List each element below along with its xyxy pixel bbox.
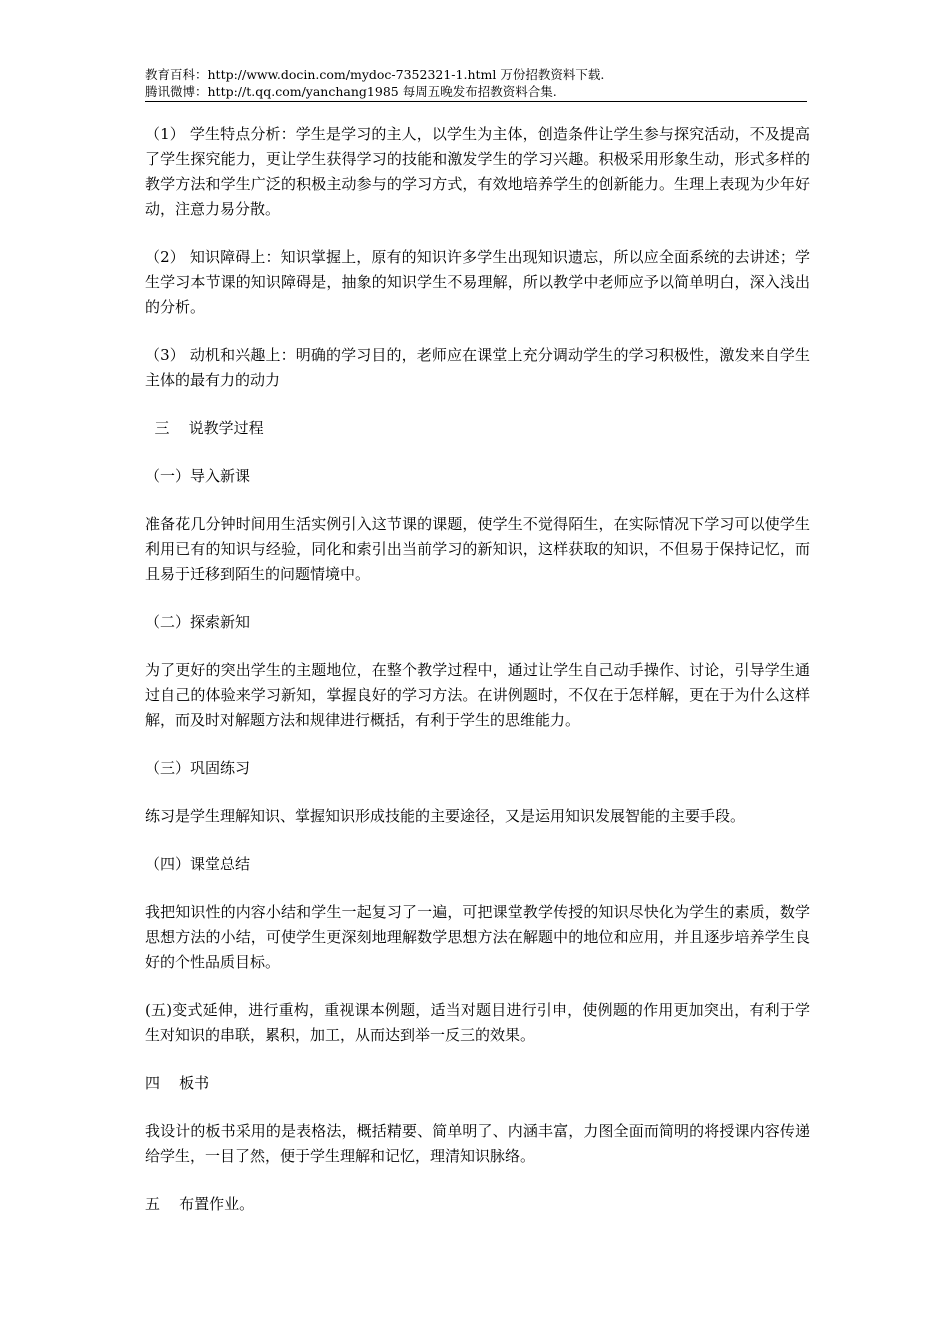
- section-heading-blackboard: 四 板书: [145, 1074, 210, 1092]
- page-header: [145, 66, 807, 100]
- paragraph-blackboard: 我设计的板书采用的是表格法，概括精要、简单明了、内涵丰富，力图全面而简明的将授课内容传递给学生，一目了然，便于学生理解和记忆，理清知识脉络。: [145, 1122, 810, 1165]
- paragraph-introduction: 准备花几分钟时间用生活实例引入这节课的课题，使学生不觉得陌生，在实际情况下学习可以使学生利用已有的知识与经验，同化和索引出当前学习的新知识，这样获取的知识，不但易于保持记忆，而且易于迁移到陌生的问题情境中。: [145, 515, 810, 583]
- paragraph-practice: 练习是学生理解知识、掌握知识形成技能的主要途径，又是运用知识发展智能的主要手段。: [145, 807, 746, 825]
- paragraph-knowledge-obstacles: （2） 知识障碍上：知识掌握上，原有的知识许多学生出现知识遗忘，所以应全面系统的去讲述；学生学习本节课的知识障碍是，抽象的知识学生不易理解，所以教学中老师应予以简单明白，深入浅出的分析。: [145, 248, 810, 316]
- subheading-explore: （二）探索新知: [145, 613, 251, 631]
- paragraph-motivation: （3） 动机和兴趣上：明确的学习目的，老师应在课堂上充分调动学生的学习积极性，激发来自学生主体的最有力的动力: [145, 346, 810, 389]
- paragraph-variation: (五)变式延伸，进行重构，重视课本例题，适当对题目进行引申，使例题的作用更加突出，有利于学生对知识的串联，累积，加工，从而达到举一反三的效果。: [145, 1001, 810, 1044]
- document-body: [145, 122, 810, 1217]
- subheading-introduction: （一）导入新课: [145, 467, 251, 485]
- header-line-weibo: 腾讯微博：http://t.qq.com/yanchang1985 每周五晚发布招教资料合集.: [145, 84, 557, 99]
- section-heading-teaching-process: 三 说教学过程: [145, 419, 264, 437]
- paragraph-summary: 我把知识性的内容小结和学生一起复习了一遍，可把课堂教学传授的知识尽快化为学生的素质，数学思想方法的小结，可使学生更深刻地理解数学思想方法在解题中的地位和应用，并且逐步培养学生良好的个性品质目标。: [145, 903, 810, 971]
- paragraph-student-analysis: （1） 学生特点分析：学生是学习的主人，以学生为主体，创造条件让学生参与探究活动，不及提高了学生探究能力，更让学生获得学习的技能和激发学生的学习兴趣。积极采用形象生动，形式多样的教学方法和学生广泛的积极主动参与的学习方式，有效地培养学生的创新能力。生理上表现为少年好动，注意力易分散。: [145, 125, 810, 218]
- header-divider: [145, 101, 807, 102]
- header-line-docin: 教育百科：http://www.docin.com/mydoc-7352321-1.html 万份招教资料下载.: [145, 67, 605, 82]
- subheading-practice: （三）巩固练习: [145, 759, 251, 777]
- paragraph-explore: 为了更好的突出学生的主题地位，在整个教学过程中，通过让学生自己动手操作、讨论，引导学生通过自己的体验来学习新知，掌握良好的学习方法。在讲例题时，不仅在于怎样解，更在于为什么这样解，而及时对解题方法和规律进行概括，有利于学生的思维能力。: [145, 661, 810, 729]
- subheading-summary: （四）课堂总结: [145, 855, 251, 873]
- section-heading-homework: 五 布置作业。: [145, 1195, 255, 1213]
